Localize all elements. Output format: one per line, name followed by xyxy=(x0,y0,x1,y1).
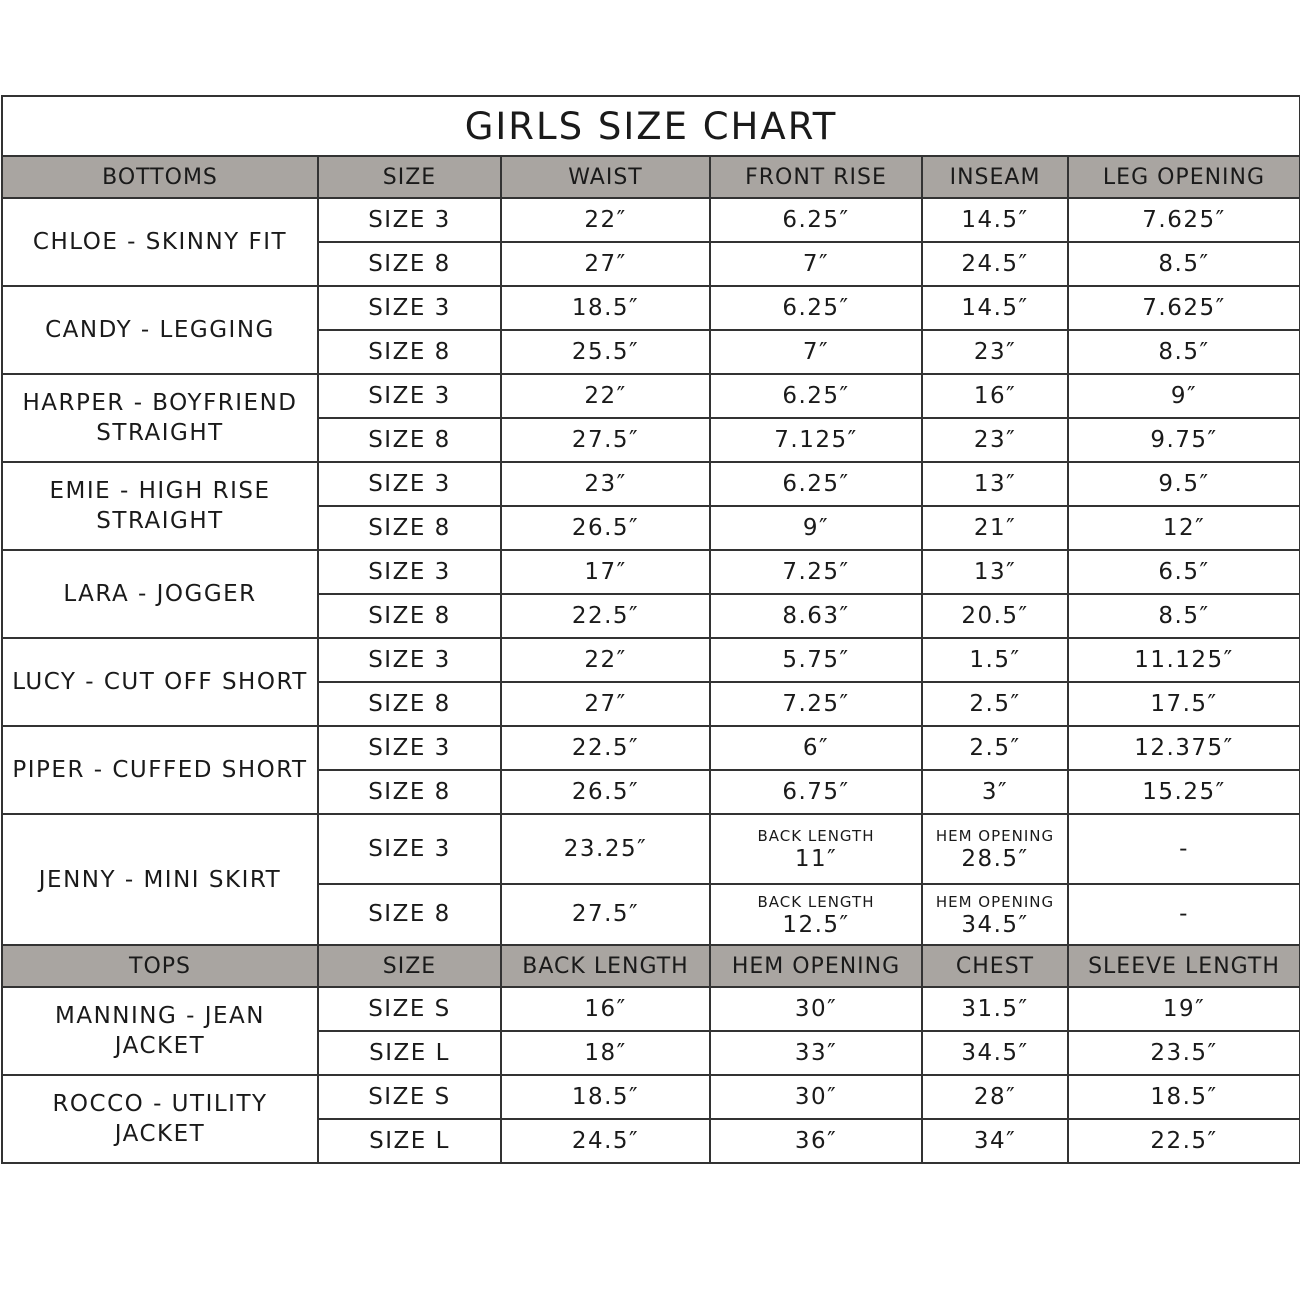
tops-header-category: TOPS xyxy=(2,945,318,987)
value-cell: 14.5″ xyxy=(922,286,1068,330)
back-length-label: BACK LENGTH xyxy=(757,827,875,845)
product-name: LARA - JOGGER xyxy=(2,550,318,638)
value-cell: 8.5″ xyxy=(1068,330,1300,374)
value-cell: 8.5″ xyxy=(1068,594,1300,638)
value-cell: 30″ xyxy=(710,1075,922,1119)
tops-header-chest: CHEST xyxy=(922,945,1068,987)
product-name: JENNY - MINI SKIRT xyxy=(2,814,318,945)
bottoms-header-leg-opening: LEG OPENING xyxy=(1068,156,1300,198)
bottoms-header-inseam: INSEAM xyxy=(922,156,1068,198)
table-row xyxy=(2,814,1300,884)
value-cell: 24.5″ xyxy=(501,1119,710,1163)
value-cell: 9.5″ xyxy=(1068,462,1300,506)
back-length-label: BACK LENGTH xyxy=(757,892,875,911)
bottoms-header-waist: WAIST xyxy=(501,156,710,198)
table-row xyxy=(2,286,1300,330)
value-cell: 6.5″ xyxy=(1068,550,1300,594)
value-cell: 18″ xyxy=(501,1031,710,1075)
size-cell: SIZE L xyxy=(318,1031,501,1075)
size-cell: SIZE 3 xyxy=(318,198,501,242)
value-cell: 22″ xyxy=(501,198,710,242)
value-cell: 8.63″ xyxy=(710,594,922,638)
value-cell: 16″ xyxy=(501,987,710,1031)
size-cell: SIZE 3 xyxy=(318,462,501,506)
value-cell: 26.5″ xyxy=(501,770,710,814)
value-cell: 13″ xyxy=(922,462,1068,506)
table-row xyxy=(2,550,1300,594)
size-cell: SIZE 8 xyxy=(318,242,501,286)
size-cell: SIZE 8 xyxy=(318,682,501,726)
hem-opening-value: 34.5″ xyxy=(961,911,1029,938)
value-cell: 30″ xyxy=(710,987,922,1031)
value-cell: - xyxy=(1068,884,1300,945)
table-row xyxy=(2,726,1300,770)
value-cell: 8.5″ xyxy=(1068,242,1300,286)
bottoms-header-size: SIZE xyxy=(318,156,501,198)
value-cell: 7.625″ xyxy=(1068,198,1300,242)
product-name: MANNING - JEAN JACKET xyxy=(2,987,318,1075)
product-name: HARPER - BOYFRIEND STRAIGHT xyxy=(2,374,318,462)
hem-opening-label: HEM OPENING xyxy=(935,827,1055,845)
value-cell: 7.625″ xyxy=(1068,286,1300,330)
value-cell: 2.5″ xyxy=(922,682,1068,726)
value-cell: 33″ xyxy=(710,1031,922,1075)
value-cell: 22.5″ xyxy=(501,726,710,770)
size-cell: SIZE 8 xyxy=(318,770,501,814)
value-cell: 7″ xyxy=(710,242,922,286)
size-cell: SIZE S xyxy=(318,987,501,1031)
size-cell: SIZE 8 xyxy=(318,330,501,374)
value-cell: 27″ xyxy=(501,242,710,286)
table-row xyxy=(2,1075,1300,1119)
bottoms-header-category: BOTTOMS xyxy=(2,156,318,198)
bottoms-header-row xyxy=(2,156,1300,198)
value-cell: 17.5″ xyxy=(1068,682,1300,726)
value-cell: 5.75″ xyxy=(710,638,922,682)
size-cell: SIZE S xyxy=(318,1075,501,1119)
back-length-value: 12.5″ xyxy=(782,911,850,938)
size-cell: SIZE 8 xyxy=(318,594,501,638)
value-cell: 27.5″ xyxy=(501,418,710,462)
value-cell: 27.5″ xyxy=(501,884,710,945)
back-length-cell xyxy=(710,814,922,884)
hem-opening-cell xyxy=(922,814,1068,884)
value-cell: 9″ xyxy=(1068,374,1300,418)
value-cell: 18.5″ xyxy=(501,286,710,330)
bottoms-header-front-rise: FRONT RISE xyxy=(710,156,922,198)
value-cell: 6.75″ xyxy=(710,770,922,814)
value-cell: 7.25″ xyxy=(710,682,922,726)
size-cell: SIZE 3 xyxy=(318,638,501,682)
product-name: LUCY - CUT OFF SHORT xyxy=(2,638,318,726)
value-cell: 6″ xyxy=(710,726,922,770)
product-name: EMIE - HIGH RISE STRAIGHT xyxy=(2,462,318,550)
size-cell: SIZE 3 xyxy=(318,550,501,594)
table-row xyxy=(2,987,1300,1031)
value-cell: 20.5″ xyxy=(922,594,1068,638)
size-cell: SIZE 3 xyxy=(318,286,501,330)
value-cell: 26.5″ xyxy=(501,506,710,550)
tops-header-hem-opening: HEM OPENING xyxy=(710,945,922,987)
value-cell: 23″ xyxy=(501,462,710,506)
value-cell: 34″ xyxy=(922,1119,1068,1163)
value-cell: - xyxy=(1068,814,1300,884)
value-cell: 11.125″ xyxy=(1068,638,1300,682)
value-cell: 22″ xyxy=(501,638,710,682)
value-cell: 7.125″ xyxy=(710,418,922,462)
size-cell: SIZE 8 xyxy=(318,884,501,945)
size-chart-table xyxy=(1,95,1300,1164)
value-cell: 22.5″ xyxy=(1068,1119,1300,1163)
value-cell: 14.5″ xyxy=(922,198,1068,242)
product-name: CHLOE - SKINNY FIT xyxy=(2,198,318,286)
value-cell: 34.5″ xyxy=(922,1031,1068,1075)
value-cell: 31.5″ xyxy=(922,987,1068,1031)
value-cell: 16″ xyxy=(922,374,1068,418)
size-cell: SIZE 3 xyxy=(318,726,501,770)
value-cell: 22″ xyxy=(501,374,710,418)
hem-opening-label: HEM OPENING xyxy=(935,892,1055,911)
value-cell: 21″ xyxy=(922,506,1068,550)
hem-opening-cell xyxy=(922,884,1068,945)
value-cell: 15.25″ xyxy=(1068,770,1300,814)
value-cell: 12.375″ xyxy=(1068,726,1300,770)
chart-title: GIRLS SIZE CHART xyxy=(2,96,1300,156)
value-cell: 7″ xyxy=(710,330,922,374)
tops-header-sleeve-length: SLEEVE LENGTH xyxy=(1068,945,1300,987)
table-row xyxy=(2,638,1300,682)
table-row xyxy=(2,374,1300,418)
hem-opening-value: 28.5″ xyxy=(961,846,1029,872)
tops-header-row xyxy=(2,945,1300,987)
value-cell: 36″ xyxy=(710,1119,922,1163)
value-cell: 9″ xyxy=(710,506,922,550)
product-name: ROCCO - UTILITY JACKET xyxy=(2,1075,318,1163)
value-cell: 7.25″ xyxy=(710,550,922,594)
value-cell: 19″ xyxy=(1068,987,1300,1031)
size-cell: SIZE 3 xyxy=(318,374,501,418)
value-cell: 6.25″ xyxy=(710,286,922,330)
table-row xyxy=(2,198,1300,242)
value-cell: 13″ xyxy=(922,550,1068,594)
value-cell: 23″ xyxy=(922,330,1068,374)
value-cell: 18.5″ xyxy=(501,1075,710,1119)
size-cell: SIZE 8 xyxy=(318,506,501,550)
value-cell: 28″ xyxy=(922,1075,1068,1119)
value-cell: 12″ xyxy=(1068,506,1300,550)
tops-header-size: SIZE xyxy=(318,945,501,987)
value-cell: 9.75″ xyxy=(1068,418,1300,462)
value-cell: 24.5″ xyxy=(922,242,1068,286)
value-cell: 27″ xyxy=(501,682,710,726)
value-cell: 17″ xyxy=(501,550,710,594)
value-cell: 18.5″ xyxy=(1068,1075,1300,1119)
value-cell: 23″ xyxy=(922,418,1068,462)
tops-header-back-length: BACK LENGTH xyxy=(501,945,710,987)
value-cell: 2.5″ xyxy=(922,726,1068,770)
value-cell: 25.5″ xyxy=(501,330,710,374)
size-cell: SIZE 8 xyxy=(318,418,501,462)
product-name: CANDY - LEGGING xyxy=(2,286,318,374)
value-cell: 22.5″ xyxy=(501,594,710,638)
value-cell: 1.5″ xyxy=(922,638,1068,682)
back-length-value: 11″ xyxy=(794,846,838,872)
value-cell: 6.25″ xyxy=(710,462,922,506)
back-length-cell xyxy=(710,884,922,945)
value-cell: 6.25″ xyxy=(710,198,922,242)
size-cell: SIZE 3 xyxy=(318,814,501,884)
product-name: PIPER - CUFFED SHORT xyxy=(2,726,318,814)
value-cell: 23.5″ xyxy=(1068,1031,1300,1075)
table-row xyxy=(2,462,1300,506)
value-cell: 23.25″ xyxy=(501,814,710,884)
value-cell: 6.25″ xyxy=(710,374,922,418)
value-cell: 3″ xyxy=(922,770,1068,814)
size-cell: SIZE L xyxy=(318,1119,501,1163)
